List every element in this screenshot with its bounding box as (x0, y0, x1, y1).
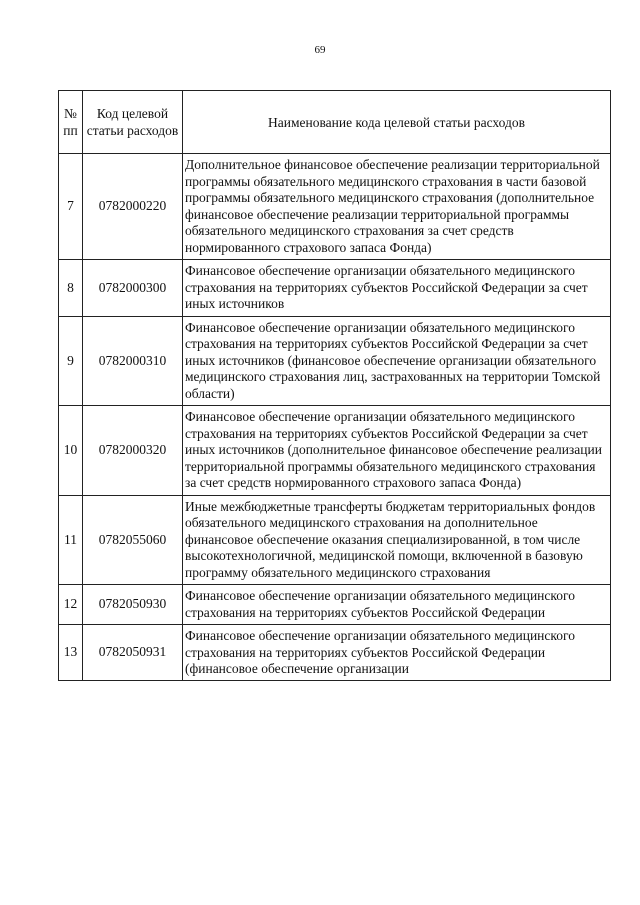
row-name: Дополнительное финансовое обеспечение реализации территориальной программы обязательного медицинского страхования в части базовой программы обязательного медицинского страхования (дополнительное финансовое обеспечение реализации территориальной программы обязательного медицинского страхования за счет средств нормированного страхового запаса Фонда) (183, 154, 611, 260)
row-number: 9 (59, 316, 83, 406)
row-name: Финансовое обеспечение организации обязательного медицинского страхования на территориях субъектов Российской Федерации за счет иных источников (дополнительное финансовое обеспечение реализации территориальной программы обязательного медицинского страхования за счет средств нормированного страхового запаса Фонда) (183, 406, 611, 496)
row-name: Финансовое обеспечение организации обязательного медицинского страхования на территориях субъектов Российской Федерации (183, 585, 611, 625)
row-code: 0782050931 (83, 625, 183, 681)
row-code: 0782050930 (83, 585, 183, 625)
table-row (59, 260, 611, 317)
table-row (59, 495, 611, 585)
row-code: 0782000220 (83, 154, 183, 260)
header-code: Код целевой статьи расходов (83, 91, 183, 154)
row-code: 0782055060 (83, 495, 183, 585)
row-number: 8 (59, 260, 83, 317)
row-name: Финансовое обеспечение организации обязательного медицинского страхования на территориях субъектов Российской Федерации (финансовое обеспечение организации (183, 625, 611, 681)
table-header-row (59, 91, 611, 154)
row-name: Финансовое обеспечение организации обязательного медицинского страхования на территориях субъектов Российской Федерации за счет иных источников (183, 260, 611, 317)
row-number: 11 (59, 495, 83, 585)
row-code: 0782000320 (83, 406, 183, 496)
table-row (59, 625, 611, 681)
row-number: 13 (59, 625, 83, 681)
header-num: № пп (59, 91, 83, 154)
budget-code-table (58, 90, 611, 681)
row-number: 10 (59, 406, 83, 496)
row-code: 0782000300 (83, 260, 183, 317)
row-code: 0782000310 (83, 316, 183, 406)
row-name: Финансовое обеспечение организации обязательного медицинского страхования на территориях субъектов Российской Федерации за счет иных источников (финансовое обеспечение организации обязательного медицинского страхования лиц, застрахованных на территории Томской области) (183, 316, 611, 406)
row-name: Иные межбюджетные трансферты бюджетам территориальных фондов обязательного медицинского страхования на дополнительное финансовое обеспечение оказания специализированной, в том числе высокотехнологичной, медицинской помощи, включенной в базовую программу обязательного медицинского страхования (183, 495, 611, 585)
row-number: 12 (59, 585, 83, 625)
page-number: 69 (314, 44, 326, 56)
table-row (59, 154, 611, 260)
table-row (59, 316, 611, 406)
row-number: 7 (59, 154, 83, 260)
table-row (59, 585, 611, 625)
table-row (59, 406, 611, 496)
header-name: Наименование кода целевой статьи расходов (183, 91, 611, 154)
